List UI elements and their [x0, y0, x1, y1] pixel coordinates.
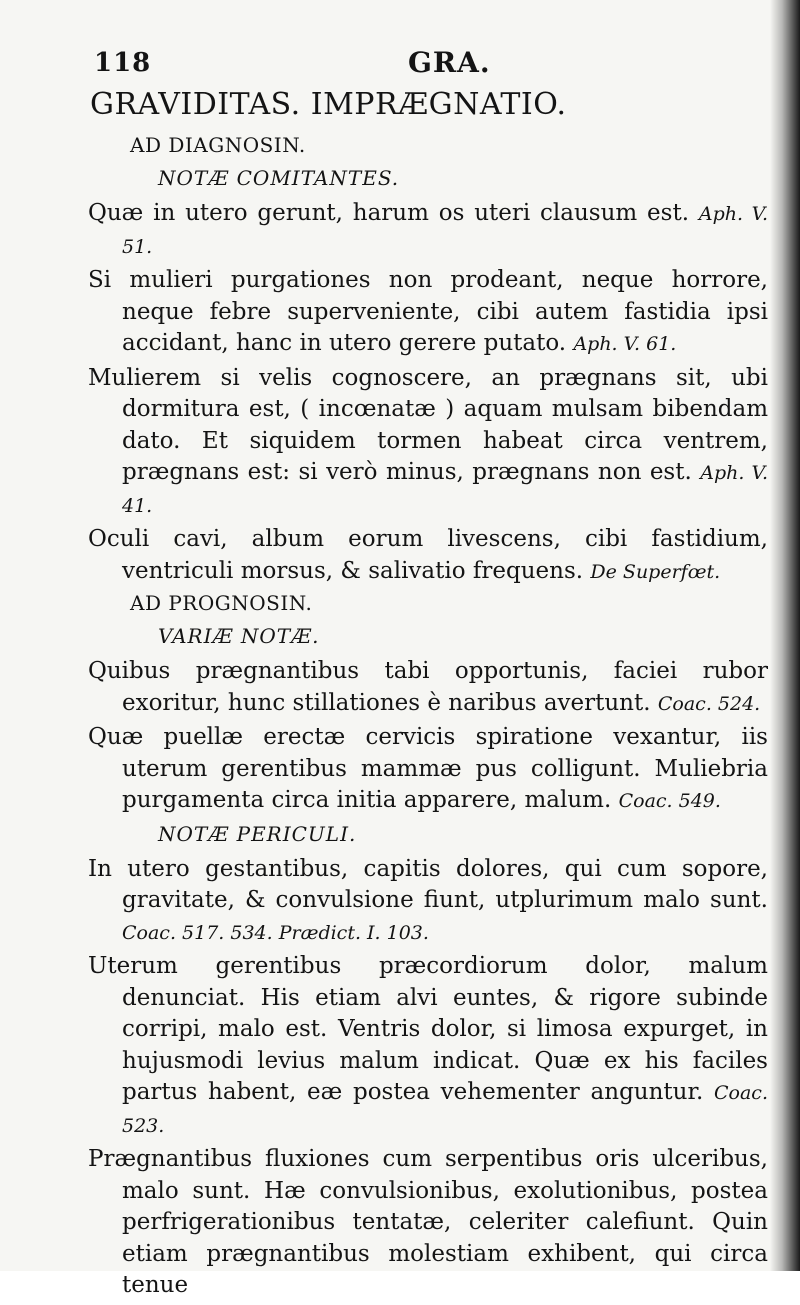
citation-ref: Coac. 549. [618, 790, 721, 812]
citation-ref: Aph. V. 41. [122, 462, 768, 517]
section-heading: AD DIAGNOSIN. [130, 133, 306, 157]
aphorism-paragraph: Si mulieri purgationes non prodeant, neque horrore, neque febre superveniente, cibi autem fastidia ipsi accidant, hanc in utero gerere putato. Aph. V. 61. [88, 267, 768, 356]
section-subheading: NOTÆ PERICULI. [158, 821, 357, 846]
page-header [90, 40, 740, 80]
running-head: GRA. [408, 46, 491, 79]
section-heading: AD PROGNOSIN. [130, 591, 313, 615]
aphorism-paragraph: Quæ puellæ erectæ cervicis spiratione vexantur, iis uterum gerentibus mammæ pus colligunt. Muliebria purgamenta circa initia apparere, malum. Coac. 549. [88, 724, 768, 813]
section-subheading: VARIÆ NOTÆ. [158, 624, 320, 648]
citation-ref: Coac. 524. [657, 692, 761, 715]
page-body [88, 86, 768, 1305]
aphorism-paragraph: Quæ in utero gerunt, harum os uteri clausum est. Aph. V. 51. [88, 200, 769, 258]
citation-ref: Coac. 523. [122, 1082, 768, 1137]
citation-ref: Aph. V. 51. [122, 203, 769, 258]
citation-ref: De Superfœt. [590, 560, 721, 583]
page-number: 118 [94, 48, 152, 78]
aphorism-paragraph: In utero gestantibus, capitis dolores, qui cum sopore, gravitate, & convulsione fiunt, utplurimum malo sunt. Coac. 517. 534. Prædict. I. 103. [88, 855, 768, 944]
aphorism-paragraph: Prægnantibus fluxiones cum serpentibus oris ulceribus, malo sunt. Hæ convulsionibus, exolutionibus, postea perfrigerationibus tentatæ, celeriter calefiunt. Quin etiam prægnantibus molestiam exhibent, qui circa tenue [88, 1146, 768, 1298]
citation-ref: Aph. V. 61. [573, 333, 677, 355]
citation-ref: Coac. 517. 534. Prædict. I. 103. [122, 921, 429, 944]
aphorism-paragraph: Quibus prægnantibus tabi opportunis, faciei rubor exoritur, hunc stillationes è naribus avertunt. Coac. 524. [88, 658, 768, 716]
aphorism-paragraph: Uterum gerentibus præcordiorum dolor, malum denunciat. His etiam alvi euntes, & rigore subinde corripi, malo est. Ventris dolor, si limosa expurget, in hujusmodi levius malum indicat. Quæ ex his faciles partus habent, eæ postea vehementer anguntur. Coac. 523. [88, 953, 768, 1137]
page-edge-shadow [770, 0, 800, 1271]
aphorism-paragraph: Oculi cavi, album eorum livescens, cibi fastidium, ventriculi morsus, & salivatio frequens. De Superfœt. [88, 526, 768, 584]
aphorism-paragraph: Mulierem si velis cognoscere, an prægnans sit, ubi dormitura est, ( incœnatæ ) aquam mulsam bibendam dato. Et siquidem tormen habeat circa ventrem, prægnans est: si verò minus, prægnans non est. Aph. V. 41. [88, 364, 768, 517]
section-subheading: NOTÆ COMITANTES. [158, 166, 400, 190]
entry-title: GRAVIDITAS. IMPRÆGNATIO. [90, 87, 567, 122]
